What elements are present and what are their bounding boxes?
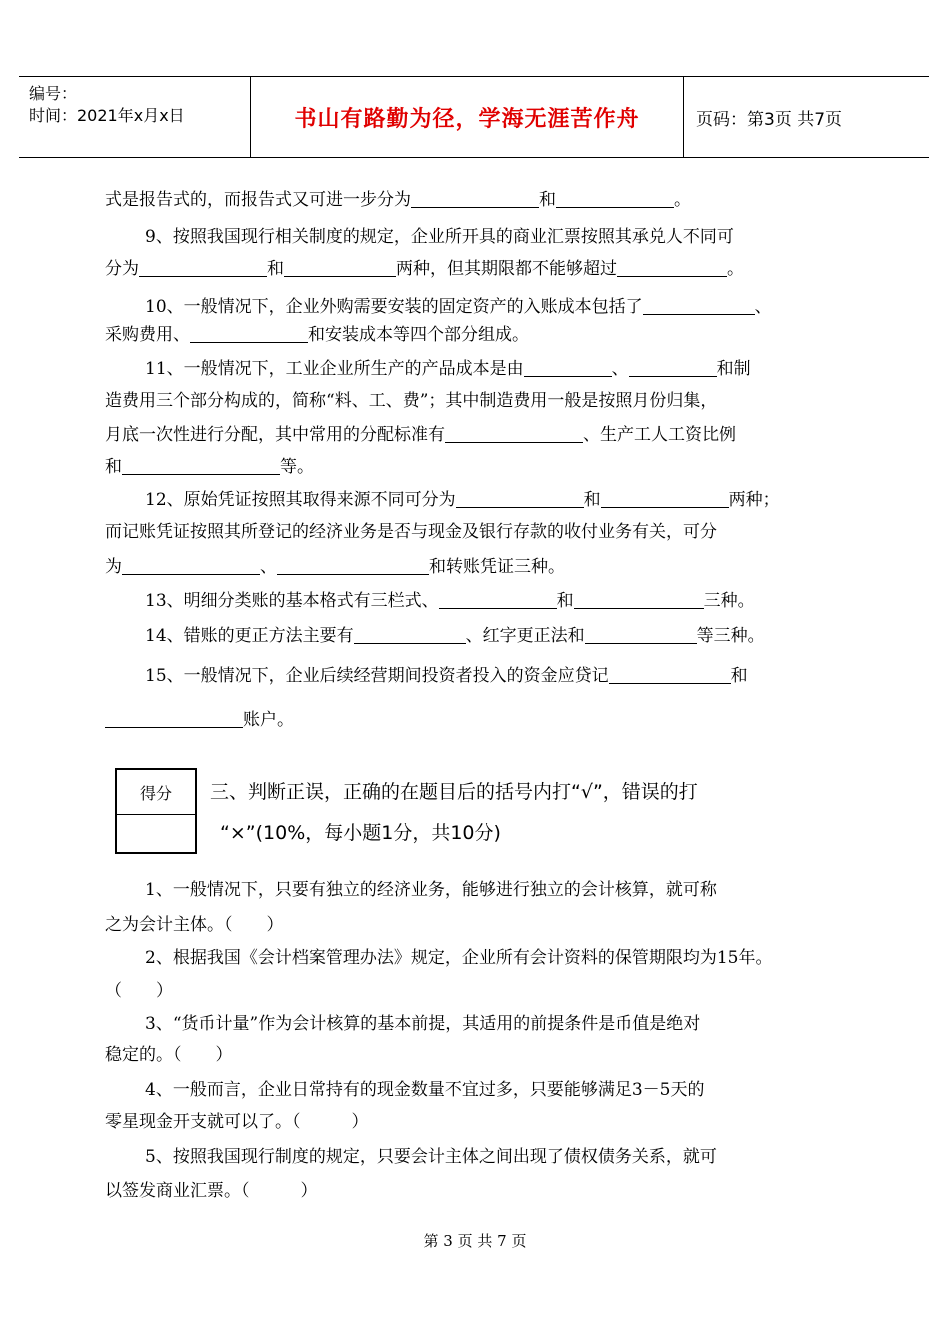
text-line: 式是报告式的，而报告式又可进一步分为 和 。	[105, 190, 691, 210]
section-subtitle: “×”(10%，每小题1分，共10分)	[220, 822, 501, 844]
text-line: 账户。	[105, 708, 294, 732]
text-line: 为 、 和转账凭证三种。	[105, 557, 565, 577]
text-line: 采购费用、 和安装成本等四个部分组成。	[105, 325, 529, 345]
question-13: 13、明细分类账的基本格式有三栏式、 和 三种。	[145, 591, 755, 611]
header-table	[19, 76, 929, 158]
text-line: 造费用三个部分构成的，简称“料、工、费”；其中制造费用一般是按照月份归集，	[105, 391, 718, 411]
header-page-info: 页码：第3页 共7页	[696, 109, 843, 130]
question-10: 10、一般情况下，企业外购需要安装的固定资产的入账成本包括了 、	[145, 297, 772, 317]
number-label: 编号：	[29, 84, 78, 103]
question-12: 12、原始凭证按照其取得来源不同可分为 和 两种；	[145, 490, 780, 510]
judge-q2: 2、根据我国《会计档案管理办法》规定，企业所有会计资料的保管期限均为15年。	[145, 948, 773, 968]
question-15: 15、一般情况下，企业后续经营期间投资者投入的资金应贷记 和	[145, 666, 748, 686]
text-line: 分为 和 两种，但其期限都不能够超过 。	[105, 259, 744, 279]
text-line: 和 等。	[105, 457, 314, 477]
judge-q5: 5、按照我国现行制度的规定，只要会计主体之间出现了债权债务关系，就可	[145, 1147, 717, 1167]
judge-q4: 4、一般而言，企业日常持有的现金数量不宜过多，只要能够满足3－5天的	[145, 1080, 705, 1100]
text-line: 之为会计主体。（ ）	[105, 915, 284, 935]
header-meta	[19, 77, 251, 157]
question-11: 11、一般情况下，工业企业所生产的产品成本是由 、 和制	[145, 359, 751, 379]
text-line: 稳定的。（ ）	[105, 1045, 233, 1065]
text-line: 而记账凭证按照其所登记的经济业务是否与现金及银行存款的收付业务有关，可分	[105, 522, 717, 542]
text-line: 以签发商业汇票。（ ）	[105, 1181, 318, 1201]
time-label: 时间：2021年x月x日	[29, 106, 185, 125]
header-motto: 书山有路勤为径，学海无涯苦作舟	[251, 77, 684, 157]
judge-q3: 3、“货币计量”作为会计核算的基本前提，其适用的前提条件是币值是绝对	[145, 1014, 701, 1034]
page-footer: 第 3 页 共 7 页	[423, 1232, 527, 1250]
text-line: 月底一次性进行分配，其中常用的分配标准有 、生产工人工资比例	[105, 425, 736, 445]
text-line: 零星现金开支就可以了。（ ）	[105, 1112, 369, 1132]
question-9: 9、按照我国现行相关制度的规定，企业所开具的商业汇票按照其承兑人不同可	[145, 227, 734, 247]
question-14: 14、错账的更正方法主要有 、红字更正法和 等三种。	[145, 626, 765, 646]
score-label: 得分	[117, 770, 195, 815]
section-title: 三、判断正误，正确的在题目后的括号内打“√”，错误的打	[210, 781, 698, 803]
judge-q1: 1、一般情况下，只要有独立的经济业务，能够进行独立的会计核算，就可称	[145, 880, 717, 900]
text-line: （ ）	[105, 981, 173, 1001]
score-box	[115, 768, 197, 854]
